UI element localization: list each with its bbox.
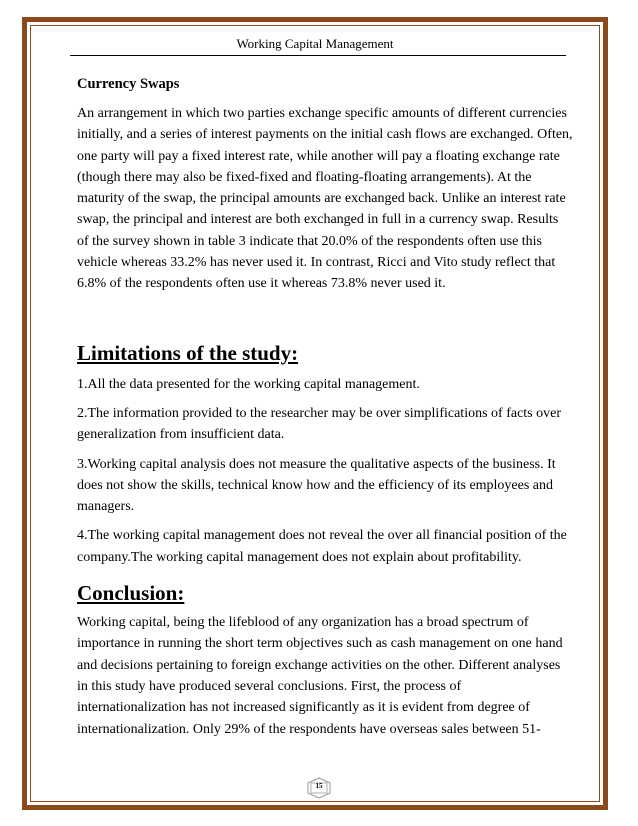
conclusion-paragraph: Working capital, being the lifeblood of any organization has a broad spectrum of importance in running the short term objectives such as cash management on one hand and decisions pertaining to foreign exchange activities on the other. Different analyses in this study have produced several conclusions. First, the process of internationalization has not increased significantly as it is evident from degree of internationalization. Only 29% of the respondents have overseas sales between 51- [77, 615, 563, 737]
limitation-item-4: 4.The working capital management does not reveal the over all financial position of the company.The working capital management does not explain about profitability. [77, 528, 567, 565]
limitation-item-2: 2.The information provided to the researcher may be over simplifications of facts over generalization from insufficient data. [77, 405, 561, 443]
conclusion-heading: Conclusion: [77, 581, 185, 606]
running-header: Working Capital Management [236, 36, 394, 51]
limitation-item-1: 1.All the data presented for the working capital management. [77, 376, 420, 392]
currency-swaps-heading: Currency Swaps [77, 76, 180, 92]
limitations-heading: Limitations of the study: [77, 340, 299, 365]
limitation-item-3: 3.Working capital analysis does not measure the qualitative aspects of the business. It does not show the skills, technical know how and the efficiency of its employees and managers. [77, 456, 556, 515]
header-rule [70, 55, 566, 56]
page-number-badge [307, 777, 331, 799]
page-number: 15 [315, 782, 323, 790]
page-content [77, 74, 573, 740]
currency-swaps-paragraph: An arrangement in which two parties exchange specific amounts of different currencies initially, and a series of interest payments on the initial cash flows are exchanged. Often, one party will pay a fixed interest rate, while another will pay a floating exchange rate (though there may also be fixed-fixed and floating-floating arrangements). At the maturity of the swap, the principal amounts are exchanged back. Unlike an interest rate swap, the principal and interest are both exchanged in full in a currency swap. Results of the survey shown in table 3 indicate that 20.0% of the respondents often use this vehicle whereas 33.2% has never used it. In contrast, Ricci and Vito study reflect that 6.8% of the respondents often use it whereas 73.8% never used it. [77, 106, 573, 292]
